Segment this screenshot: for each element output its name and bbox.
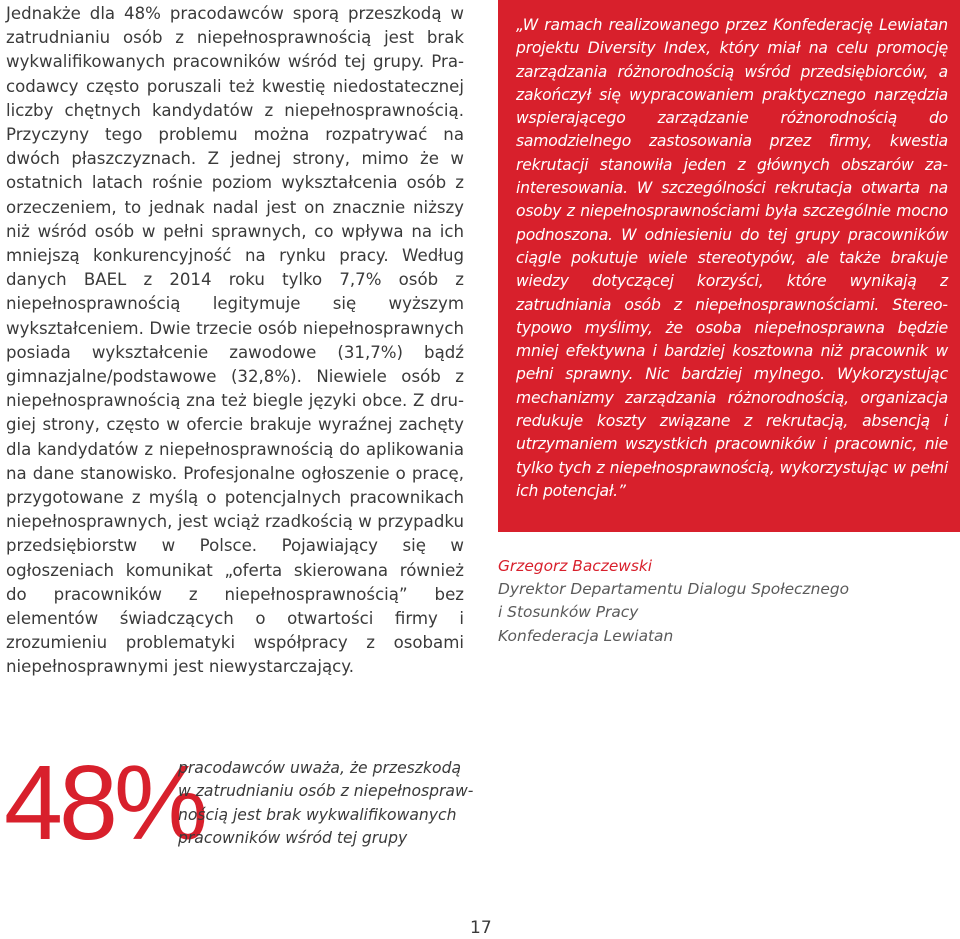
stat-description: pracodawców uważa, że przeszkodą w zatrudnianiu osób z niepełnosprawnością jest brak wykwalifikowanych pracowników wśród tej grupy: [178, 759, 474, 848]
author-title-line-1: Dyrektor Departamentu Dialogu Społecznego: [498, 580, 850, 599]
quote-author: [498, 555, 938, 648]
page-number: 17: [470, 918, 492, 938]
quote-box: [498, 0, 960, 532]
author-organization: Konfederacja Lewiatan: [498, 626, 674, 645]
body-paragraph: Jednakże dla 48% pracodawców sporą przeszkodą w zatrudnianiu osób z niepełnosprawnością jest brak wykwalifikowanych pracowników wśród tej grupy. Pracodawcy często poruszali też kwestię niedostatecznej liczby chętnych kandydatów z niepełnosprawnością. Przyczyny tego problemu można rozpatrywać na dwóch płaszczyznach. Z jednej strony, mimo że w ostatnich latach rośnie poziom wykształcenia osób z orzeczeniem, to jednak nadal jest on znacznie niższy niż wśród osób w pełni sprawnych, co wpływa na ich mniejszą konkurencyjność na rynku pracy. Według danych BAEL z 2014 roku tylko 7,7% osób z niepełnosprawnością legitymuje się wyższym wykształceniem. Dwie trzecie osób niepełnosprawnych posiada wykształcenie zawodowe (31,7%) bądź gimnazjalne/podstawowe (32,8%). Niewiele osób z niepełnosprawnością zna też biegle języki obce. Z drugiej strony, często w ofercie brakuje wyraźnej zachęty dla kandydatów z niepełnosprawnością do aplikowania na dane stanowisko. Profesjonalne ogłoszenie o pracę, przygotowane z myślą o potencjalnych pracownikach niepełnosprawnych, jest wciąż rzadkością w przypadku przedsiębiorstw w Polsce. Pojawiający się w ogłoszeniach komunikat „oferta skierowana również do pracowników z niepełnosprawnością” bez elementów świadczących o otwartości firmy i zrozumieniu problematyki współpracy z osobami niepełnosprawnymi jest niewystarczający.: [6, 4, 464, 677]
body-text-column: [6, 2, 464, 680]
author-name: Grzegorz Baczewski: [498, 557, 653, 575]
quote-text: „W ramach realizowanego przez Konfederację Lewiatan projektu Diversity Index, który miał na celu promocję zarządzania różnorodnością wśród przedsiębiorców, a zakończył się wypracowaniem praktycznego narzędzia wspierającego zarządzanie różnorodnością do samodzielnego zastosowania przez firmy, kwestia rekrutacji stanowiła jeden z głównych obszarów zainteresowania. W szczególności rekrutacja otwarta na osoby z niepełnosprawnościami była szczególnie mocno podnoszona. W odniesieniu do tej grupy pracowników ciągle pokutuje wiele stereotypów, ale także brakuje wiedzy dotyczącej korzyści, które wynikają z zatrudniania osób z niepełnosprawnościami. Stereotypowo myślimy, że osoba niepełnosprawna będzie mniej efektywna i bardziej kosztowna niż pracownik w pełni sprawny. Nic bardziej mylnego. Wykorzystując mechanizmy zarządzania różnorodnością, organizacja redukuje koszty związane z rekrutacją, absencją i utrzymaniem wszystkich pracowników i pracownic, nie tylko tych z niepełnosprawnością, wykorzystując w pełni ich potencjał.”: [516, 16, 948, 500]
author-title-line-2: i Stosunków Pracy: [498, 603, 639, 622]
stat-percent: 48%: [4, 744, 205, 862]
